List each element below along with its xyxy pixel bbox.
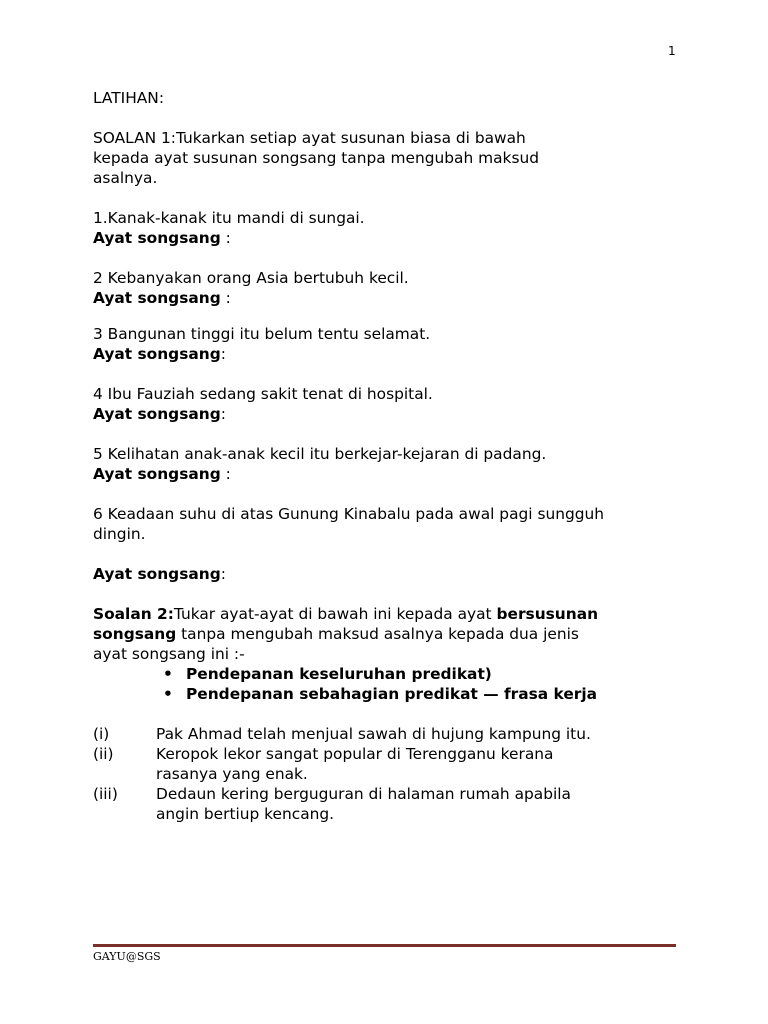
answer-label: Ayat songsang: [93, 565, 221, 583]
soalan-2-emphasis: bersusunan: [496, 605, 599, 623]
question-text: 3 Bangunan tinggi itu belum tentu selamat.: [93, 325, 431, 343]
answer-label: Ayat songsang: [93, 289, 221, 307]
bullet-list: [93, 664, 683, 704]
roman-item: [93, 784, 683, 824]
question-item-3: [93, 324, 683, 364]
soalan-1-line: kepada ayat susunan songsang tanpa mengubah maksud: [93, 149, 540, 167]
roman-text: rasanya yang enak.: [156, 765, 308, 783]
soalan-1-instructions: [93, 128, 683, 188]
bullet-text: Pendepanan keseluruhan predikat): [186, 665, 492, 683]
roman-text: Pak Ahmad telah menjual sawah di hujung kampung itu.: [156, 725, 591, 743]
answer-colon: :: [220, 289, 231, 307]
footer-rule: [93, 944, 676, 947]
answer-label: Ayat songsang: [93, 465, 221, 483]
roman-text: Dedaun kering berguguran di halaman rumah apabila: [156, 785, 571, 803]
question-text: 4 Ibu Fauziah sedang sakit tenat di hospital.: [93, 385, 433, 403]
soalan-1-line: asalnya.: [93, 169, 158, 187]
soalan-2-text: tanpa mengubah maksud asalnya kepada dua jenis: [176, 625, 579, 643]
soalan-2-label: Soalan 2:: [93, 605, 174, 623]
roman-item: [93, 744, 683, 784]
question-text: 2 Kebanyakan orang Asia bertubuh kecil.: [93, 269, 409, 287]
roman-text: angin bertiup kencang.: [156, 805, 335, 823]
question-item-5: [93, 444, 683, 484]
question-text: 1.Kanak-kanak itu mandi di sungai.: [93, 209, 365, 227]
bullet-icon: •: [163, 685, 173, 703]
soalan-2-instructions: [93, 604, 683, 704]
answer-colon: :: [220, 229, 231, 247]
roman-numeral: (ii): [93, 745, 114, 763]
answer-label: Ayat songsang: [93, 345, 221, 363]
document-body: [93, 88, 683, 824]
answer-colon: :: [220, 405, 226, 423]
roman-text: Keropok lekor sangat popular di Terengganu kerana: [156, 745, 554, 763]
question-item-2: [93, 268, 683, 308]
question-text: 5 Kelihatan anak-anak kecil itu berkejar-kejaran di padang.: [93, 445, 547, 463]
roman-numeral: (iii): [93, 785, 118, 803]
page-number: 1: [668, 44, 676, 58]
question-item-4: [93, 384, 683, 424]
roman-numeral: (i): [93, 725, 110, 743]
bullet-item: [93, 664, 683, 684]
roman-item: [93, 724, 683, 744]
answer-label: Ayat songsang: [93, 229, 221, 247]
answer-colon: :: [220, 565, 226, 583]
bullet-item: [93, 684, 683, 704]
question-item-1: [93, 208, 683, 248]
bullet-text: Pendepanan sebahagian predikat — frasa kerja: [186, 685, 598, 703]
exercise-heading: LATIHAN:: [93, 89, 165, 107]
answer-colon: :: [220, 465, 231, 483]
soalan-1-line: SOALAN 1:Tukarkan setiap ayat susunan biasa di bawah: [93, 129, 526, 147]
answer-colon: :: [220, 345, 226, 363]
question-text: 6 Keadaan suhu di atas Gunung Kinabalu pada awal pagi sungguh: [93, 505, 605, 523]
answer-label: Ayat songsang: [93, 405, 221, 423]
soalan-2-emphasis: songsang: [93, 625, 177, 643]
bullet-icon: •: [163, 665, 173, 683]
question-item-6: [93, 504, 683, 584]
soalan-2-text: ayat songsang ini :-: [93, 645, 245, 663]
soalan-2-text: Tukar ayat-ayat di bawah ini kepada ayat: [173, 605, 497, 623]
roman-list: [93, 724, 683, 824]
footer-text: GAYU@SGS: [93, 950, 161, 963]
question-text: dingin.: [93, 525, 146, 543]
